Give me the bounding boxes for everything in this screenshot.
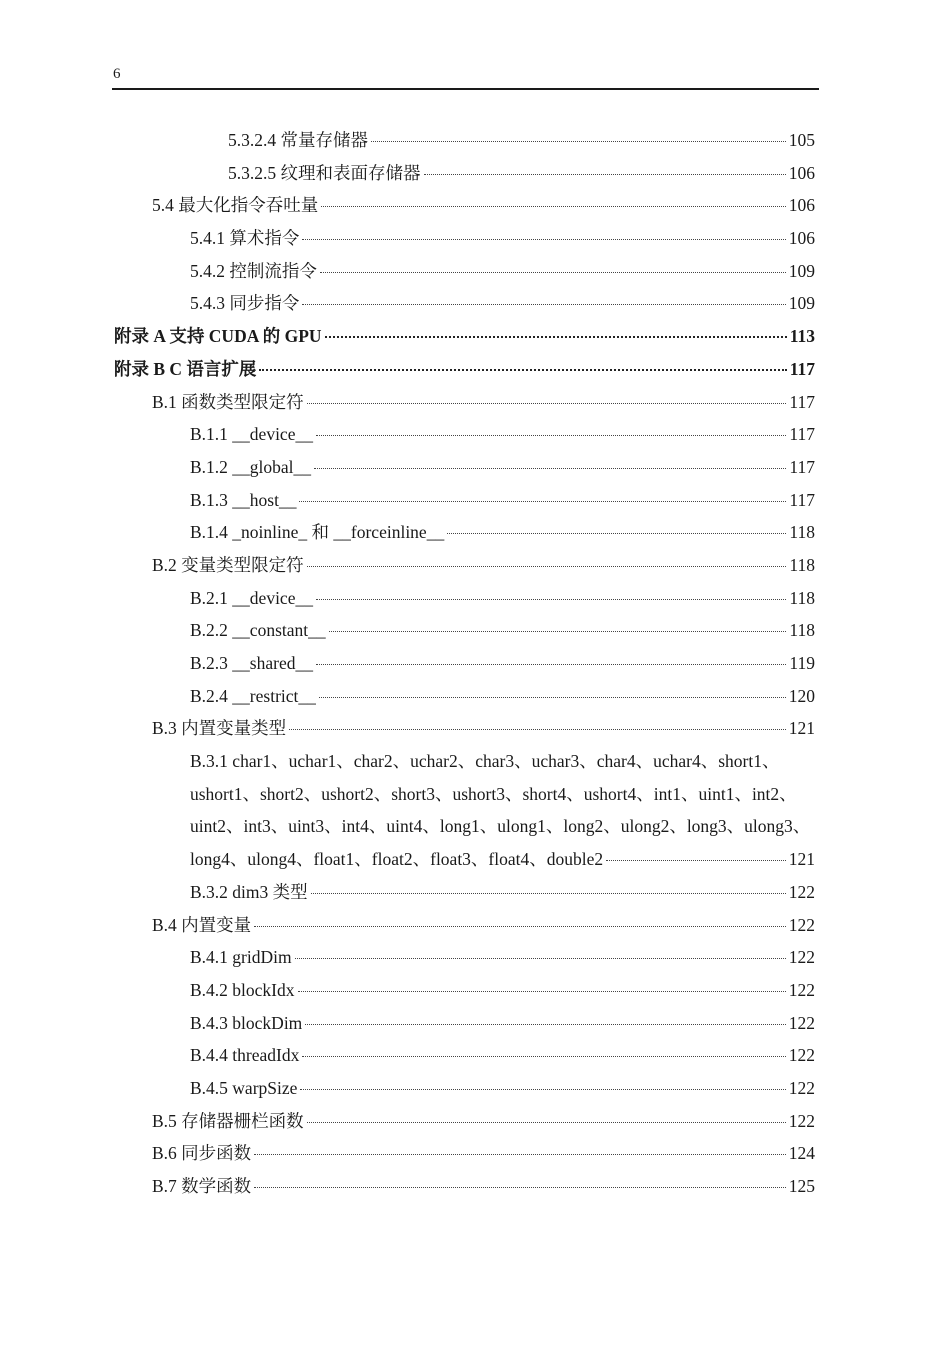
toc-entry-label: 5.3.2.4 常量存储器 bbox=[228, 130, 368, 150]
toc-entry-b-6[interactable] bbox=[0, 1137, 952, 1170]
dot-leader bbox=[307, 403, 787, 404]
dot-leader bbox=[319, 697, 786, 698]
dot-leader bbox=[329, 631, 787, 632]
toc-entry-b-4-4[interactable] bbox=[0, 1039, 952, 1072]
toc-entry-page: 118 bbox=[789, 620, 815, 641]
toc-entry-page: 125 bbox=[788, 1176, 815, 1196]
toc-entry-page: 122 bbox=[788, 881, 815, 902]
toc-entry-5-3-2-4[interactable] bbox=[0, 124, 952, 157]
toc-entry-label: B.2 变量类型限定符 bbox=[152, 554, 304, 575]
toc-entry-b-4-2[interactable] bbox=[0, 974, 952, 1007]
toc-entry-b-1-2[interactable] bbox=[0, 451, 952, 484]
toc-entry-page: 122 bbox=[788, 1077, 815, 1098]
dot-leader bbox=[302, 1056, 785, 1057]
dot-leader bbox=[300, 1089, 785, 1090]
toc-entry-label: 附录 B C 语言扩展 bbox=[114, 358, 257, 379]
toc-entry-label: 5.3.2.5 纹理和表面存储器 bbox=[228, 162, 421, 183]
toc-entry-b-1-1[interactable] bbox=[0, 418, 952, 451]
toc-entry-label: B.1.4 _noinline_ 和 __forceinline__ bbox=[190, 522, 445, 543]
toc-entry-label: B.2.3 __shared__ bbox=[190, 653, 313, 673]
toc-entry-label: B.4.5 warpSize bbox=[190, 1077, 298, 1098]
toc-entry-page: 124 bbox=[788, 1143, 815, 1164]
page-number: 6 bbox=[113, 66, 121, 82]
toc-entry-label: 5.4 最大化指令吞吐量 bbox=[152, 195, 319, 216]
toc-entry-page: 106 bbox=[788, 228, 815, 249]
toc-entry-b-2[interactable] bbox=[0, 549, 952, 582]
toc-entry-label: B.1.2 __global__ bbox=[190, 456, 312, 477]
dot-leader bbox=[254, 1187, 786, 1188]
toc-entry-b-7[interactable] bbox=[0, 1170, 952, 1203]
toc-entry-page: 118 bbox=[789, 522, 815, 543]
toc-entry-b-4[interactable] bbox=[0, 909, 952, 942]
toc-entry-page: 122 bbox=[788, 914, 815, 935]
toc-entry-page: 113 bbox=[789, 326, 815, 347]
toc-entry-page: 117 bbox=[789, 391, 815, 412]
toc-entry-label: B.4.3 blockDim bbox=[190, 1012, 303, 1033]
toc-entry-label: B.2.2 __constant__ bbox=[190, 620, 326, 641]
header-rule bbox=[112, 88, 819, 90]
toc-entry-b-1-3[interactable] bbox=[0, 484, 952, 517]
toc-entry-page: 109 bbox=[788, 260, 815, 281]
dot-leader bbox=[424, 174, 786, 175]
toc-entry-page: 119 bbox=[789, 653, 815, 673]
toc-entry-label: B.1 函数类型限定符 bbox=[152, 391, 304, 412]
toc-entry-last-line bbox=[0, 843, 952, 876]
toc-entry-b-2-4[interactable] bbox=[0, 680, 952, 713]
toc-entry-page: 117 bbox=[789, 358, 815, 379]
toc-entry-appendix-b[interactable] bbox=[0, 353, 952, 386]
toc-entry-page: 121 bbox=[788, 849, 815, 870]
toc-entry-page: 106 bbox=[788, 162, 815, 183]
dot-leader bbox=[325, 336, 787, 338]
toc-entry-5-4-2[interactable] bbox=[0, 255, 952, 288]
toc-entry-label: B.1.3 __host__ bbox=[190, 489, 297, 510]
toc-entry-label: B.1.1 __device__ bbox=[190, 424, 313, 445]
toc-entry-label-line: B.3.1 char1、uchar1、char2、uchar2、char3、uchar3、char4、uchar4、short1、 bbox=[190, 751, 780, 772]
toc-entry-5-3-2-5[interactable] bbox=[0, 157, 952, 190]
dot-leader bbox=[299, 501, 786, 502]
dot-leader bbox=[316, 664, 786, 665]
dot-leader bbox=[316, 435, 786, 436]
toc-entry-label: 5.4.2 控制流指令 bbox=[190, 260, 317, 281]
dot-leader bbox=[316, 599, 786, 600]
table-of-contents bbox=[0, 124, 952, 1203]
toc-entry-label: B.6 同步函数 bbox=[152, 1143, 252, 1164]
toc-entry-b-4-3[interactable] bbox=[0, 1007, 952, 1040]
toc-entry-page: 122 bbox=[788, 979, 815, 1000]
toc-entry-b-4-5[interactable] bbox=[0, 1072, 952, 1105]
toc-entry-b-1-4[interactable] bbox=[0, 516, 952, 549]
dot-leader bbox=[305, 1024, 785, 1025]
toc-entry-page: 118 bbox=[789, 554, 815, 575]
toc-entry-5-4-3[interactable] bbox=[0, 287, 952, 320]
dot-leader bbox=[314, 468, 786, 469]
toc-entry-page: 106 bbox=[788, 195, 815, 216]
toc-entry-label: B.4.2 blockIdx bbox=[190, 979, 295, 1000]
toc-entry-label: B.5 存储器栅栏函数 bbox=[152, 1110, 304, 1131]
dot-leader bbox=[302, 304, 785, 305]
toc-entry-label: B.4.1 gridDim bbox=[190, 947, 292, 968]
dot-leader bbox=[321, 206, 786, 207]
dot-leader bbox=[371, 141, 786, 142]
toc-entry-page: 118 bbox=[789, 587, 815, 608]
toc-entry-label-line: ushort1、short2、ushort2、short3、ushort3、short4、ushort4、int1、uint1、int2、 bbox=[190, 783, 797, 804]
toc-entry-appendix-a[interactable] bbox=[0, 320, 952, 353]
toc-entry-b-4-1[interactable] bbox=[0, 941, 952, 974]
dot-leader bbox=[298, 991, 786, 992]
toc-entry-label: B.4 内置变量 bbox=[152, 914, 252, 935]
dot-leader bbox=[302, 239, 785, 240]
toc-entry-b-3[interactable] bbox=[0, 712, 952, 745]
toc-entry-label: B.3.2 dim3 类型 bbox=[190, 881, 308, 902]
toc-entry-page: 109 bbox=[788, 293, 815, 314]
toc-entry-b-2-1[interactable] bbox=[0, 582, 952, 615]
toc-entry-b-1[interactable] bbox=[0, 386, 952, 419]
toc-entry-label: B.3 内置变量类型 bbox=[152, 718, 287, 739]
toc-entry-b-2-3[interactable] bbox=[0, 647, 952, 680]
toc-entry-page: 105 bbox=[788, 130, 815, 150]
toc-entry-page: 121 bbox=[788, 718, 815, 739]
toc-entry-label: B.4.4 threadIdx bbox=[190, 1045, 300, 1066]
dot-leader bbox=[254, 926, 786, 927]
toc-entry-page: 122 bbox=[788, 1045, 815, 1066]
dot-leader bbox=[307, 566, 787, 567]
toc-entry-page: 117 bbox=[789, 424, 815, 445]
toc-entry-label: 5.4.1 算术指令 bbox=[190, 228, 300, 249]
dot-leader bbox=[606, 860, 786, 861]
dot-leader bbox=[447, 533, 786, 534]
dot-leader bbox=[289, 729, 786, 730]
toc-entry-page: 122 bbox=[788, 1110, 815, 1131]
dot-leader bbox=[295, 958, 786, 959]
toc-entry-b-3-2[interactable] bbox=[0, 876, 952, 909]
dot-leader bbox=[311, 893, 786, 894]
toc-entry-b-3-1[interactable] bbox=[0, 745, 952, 876]
toc-entry-label: 5.4.3 同步指令 bbox=[190, 293, 300, 314]
dot-leader bbox=[307, 1122, 786, 1123]
toc-entry-5-4-1[interactable] bbox=[0, 222, 952, 255]
toc-entry-page: 117 bbox=[789, 456, 815, 477]
toc-entry-page: 122 bbox=[788, 1012, 815, 1033]
toc-entry-page: 120 bbox=[788, 685, 815, 706]
toc-entry-page: 122 bbox=[788, 947, 815, 968]
toc-entry-label: B.2.1 __device__ bbox=[190, 587, 313, 608]
toc-entry-label: B.2.4 __restrict__ bbox=[190, 685, 316, 706]
dot-leader bbox=[320, 272, 786, 273]
toc-entry-label: 附录 A 支持 CUDA 的 GPU bbox=[114, 326, 322, 347]
toc-entry-label-line: uint2、int3、uint3、int4、uint4、long1、ulong1、long2、ulong2、long3、ulong3、 bbox=[190, 816, 811, 837]
toc-entry-label: long4、ulong4、float1、float2、float3、float4、double2 bbox=[190, 849, 604, 870]
dot-leader bbox=[254, 1154, 786, 1155]
toc-entry-b-5[interactable] bbox=[0, 1105, 952, 1138]
toc-entry-page: 117 bbox=[789, 489, 815, 510]
dot-leader bbox=[259, 369, 786, 371]
toc-entry-b-2-2[interactable] bbox=[0, 614, 952, 647]
toc-entry-5-4[interactable] bbox=[0, 189, 952, 222]
toc-entry-label: B.7 数学函数 bbox=[152, 1176, 252, 1196]
